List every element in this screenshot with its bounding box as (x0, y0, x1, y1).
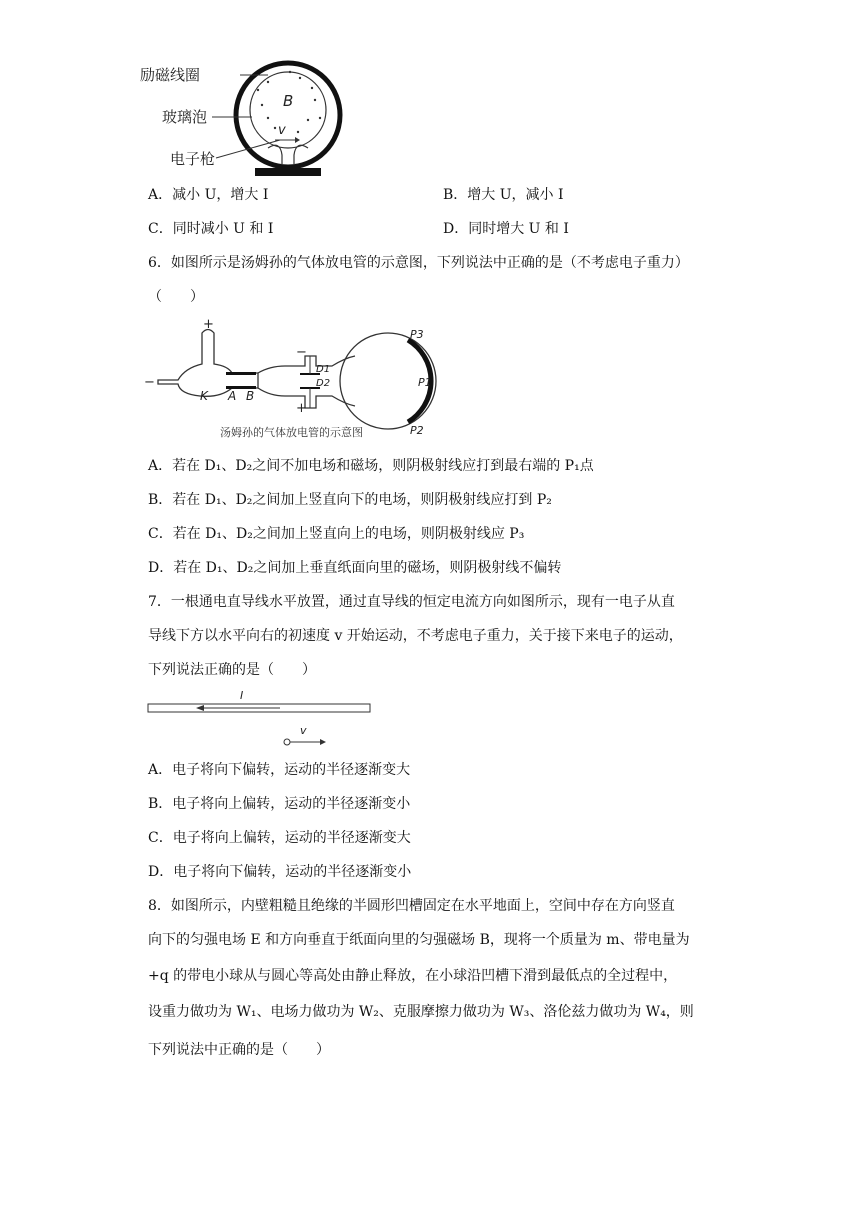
plate-d1-label: D1 (316, 364, 331, 375)
q5-option-c-letter: C． (148, 221, 173, 237)
q6-option-b[interactable]: B．若在 D₁、D₂之间加上竖直向下的电场，则阴极射线应打到 P₂ (148, 492, 552, 508)
q5-option-d[interactable] (443, 219, 569, 239)
q5-option-d-letter: D． (443, 221, 469, 237)
minus-terminal-left: − (144, 375, 155, 390)
velocity-label: v (278, 123, 286, 138)
q6-stem-line2: （ ） (148, 289, 204, 305)
q7-stem-line3: 下列说法正确的是（ ） (148, 662, 316, 678)
discharge-tube-figure (140, 318, 440, 448)
q5-option-a-letter: A． (148, 187, 173, 203)
q6-stem-line1: 6．如图所示是汤姆孙的气体放电管的示意图，下列说法中正确的是（不考虑电子重力） (148, 255, 689, 271)
electron (284, 739, 290, 745)
field-b-label: B (283, 92, 294, 110)
q7-option-c[interactable]: C．电子将向上偏转，运动的半径逐渐变大 (148, 830, 411, 846)
q7-option-b[interactable]: B．电子将向上偏转，运动的半径逐渐变小 (148, 796, 411, 812)
q8-line5: 下列说法中正确的是（ ） (148, 1042, 330, 1058)
anode-a-label: A (228, 389, 237, 403)
cathode-k-label: K (200, 389, 208, 403)
q7-stem-line2: 导线下方以水平向右的初速度 v 开始运动，不考虑电子重力，关于接下来电子的运动， (148, 628, 683, 644)
q8-line1: 8．如图所示，内壁粗糙且绝缘的半圆形凹槽固定在水平地面上，空间中存在方向竖直 (148, 898, 675, 914)
q7-option-d[interactable]: D．电子将向下偏转，运动的半径逐渐变小 (148, 864, 412, 880)
q8-line4: 设重力做功为 W₁、电场力做功为 W₂、克服摩擦力做功为 W₃、洛伦兹力做功为 W₄，则 (148, 1004, 694, 1020)
base-stand (255, 168, 321, 176)
q5-option-b[interactable] (443, 185, 564, 205)
coil-label: 励磁线圈 (140, 66, 201, 84)
coil-bulb-figure (140, 60, 360, 180)
screen-p3-label: P3 (410, 328, 424, 341)
q5-option-c-text: 同时减小 U 和 I (172, 221, 274, 237)
q5-option-a-text: 减小 U，增大 I (172, 187, 269, 203)
minus-plate-label: − (296, 345, 307, 360)
glass-bulb (250, 72, 326, 148)
screen-p2-label: P2 (410, 424, 424, 437)
q5-option-d-text: 同时增大 U 和 I (468, 221, 569, 237)
screen-p1-label: P1 (418, 376, 432, 389)
q6-option-c[interactable]: C．若在 D₁、D₂之间加上竖直向上的电场，则阴极射线应 P₃ (148, 526, 525, 542)
anode-b-label: B (246, 389, 255, 403)
q6-option-d[interactable]: D．若在 D₁、D₂之间加上垂直纸面向里的磁场，则阴极射线不偏转 (148, 560, 562, 576)
wire-figure (140, 686, 380, 750)
q5-option-b-letter: B． (443, 187, 468, 203)
q8-line2: 向下的匀强电场 E 和方向垂直于纸面向里的匀强磁场 B，现将一个质量为 m、带电量为 (148, 932, 690, 948)
plate-d2-label: D2 (316, 378, 331, 389)
q5-option-b-text: 增大 U，减小 I (467, 187, 564, 203)
bulb-label: 玻璃泡 (162, 108, 208, 126)
excitation-coil (236, 63, 340, 167)
q6-option-a[interactable]: A．若在 D₁、D₂之间不加电场和磁场，则阴极射线应打到最右端的 P₁点 (148, 458, 594, 474)
q5-option-a[interactable] (148, 185, 268, 205)
gun-label: 电子枪 (170, 150, 216, 168)
q7-option-a[interactable]: A．电子将向下偏转，运动的半径逐渐变大 (148, 762, 411, 778)
velocity-label-q7: v (300, 724, 307, 737)
figure-caption: 汤姆孙的气体放电管的示意图 (220, 426, 363, 439)
plus-plate-label: + (296, 401, 307, 416)
q7-stem-line1: 7．一根通电直导线水平放置，通过直导线的恒定电流方向如图所示，现有一电子从直 (148, 594, 675, 610)
plus-terminal-top: + (203, 318, 214, 332)
q5-option-c[interactable] (148, 219, 273, 239)
current-label: I (240, 689, 244, 702)
q8-line3: +q 的带电小球从与圆心等高处由静止释放，在小球沿凹槽下滑到最低点的全过程中， (148, 968, 678, 984)
